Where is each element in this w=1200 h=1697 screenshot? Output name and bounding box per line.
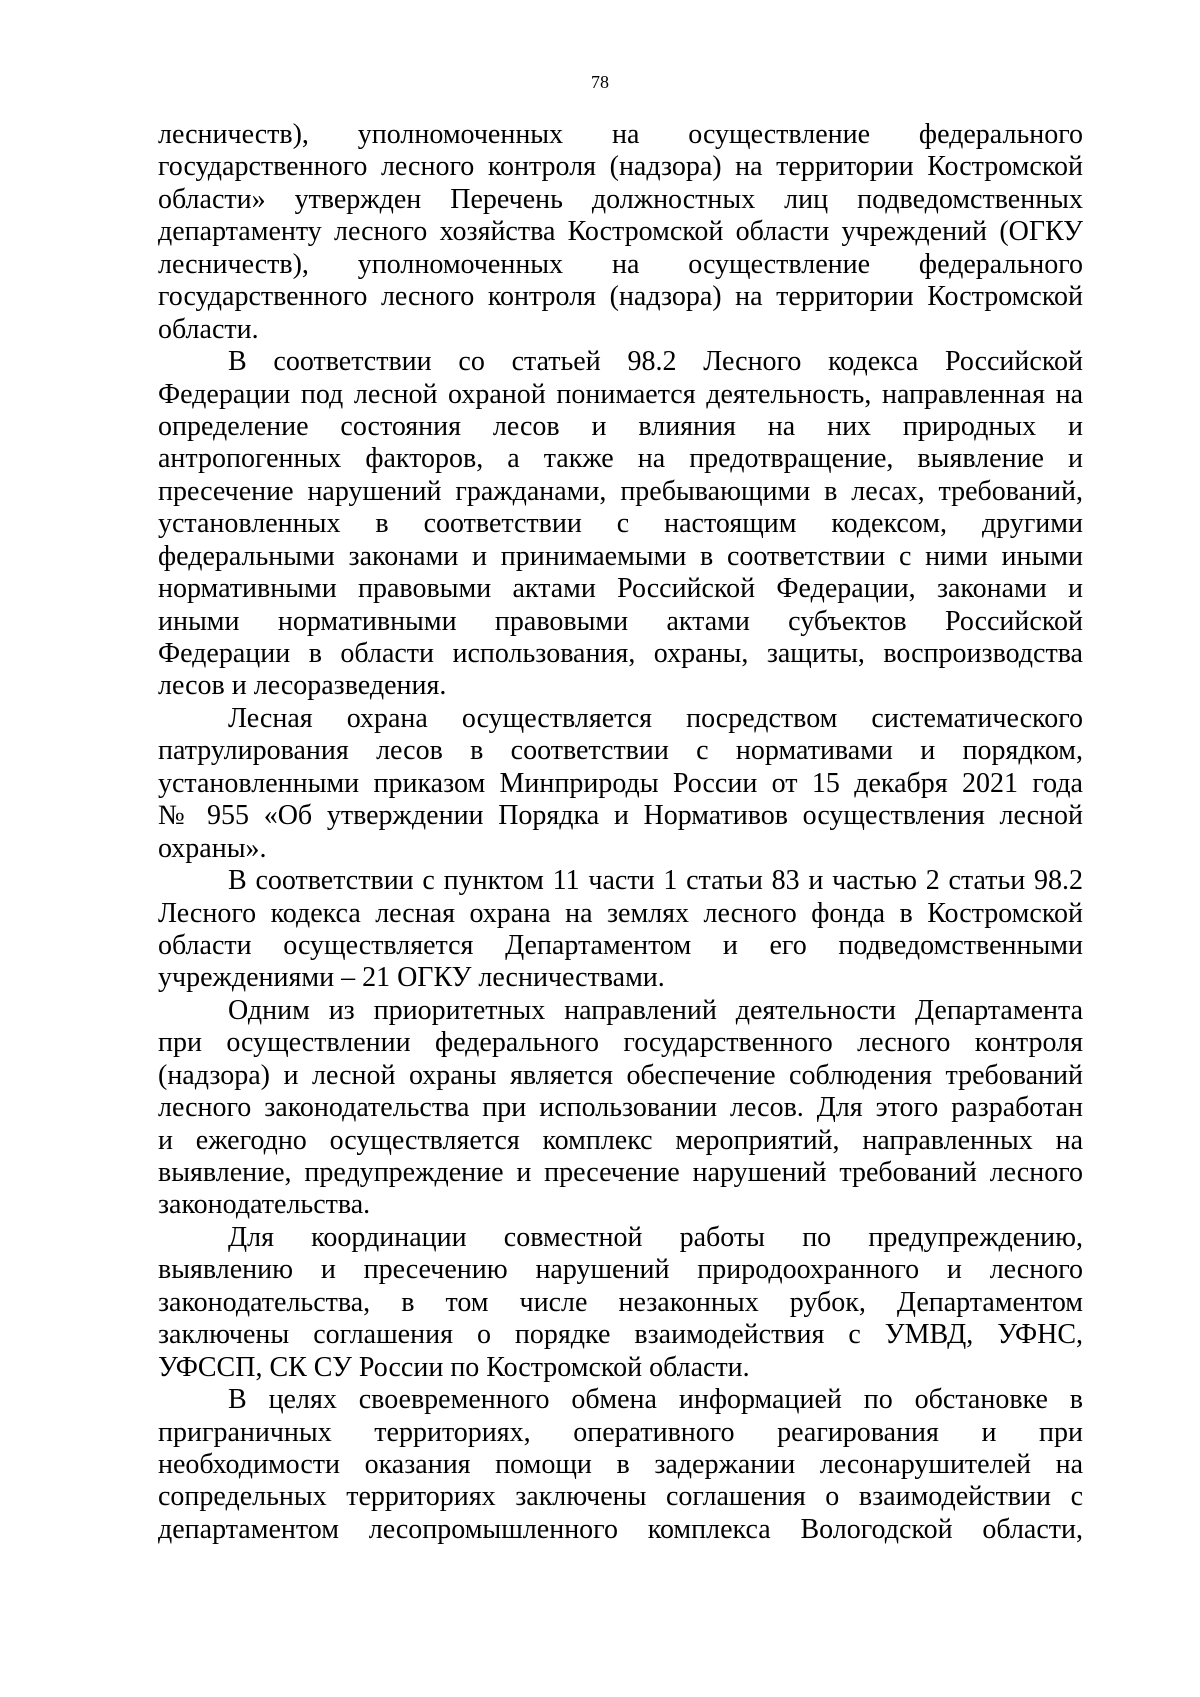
text-line: установленными приказом Минприроды России от 15 декабря 2021 года — [158, 767, 1083, 799]
text-line: области осуществляется Департаментом и его подведомственными — [158, 929, 1083, 961]
text-line: лесов и лесоразведения. — [158, 670, 447, 702]
text-line: Федерации под лесной охраной понимается деятельность, направленная на — [158, 378, 1083, 410]
text-line: антропогенных факторов, а также на предотвращение, выявление и — [158, 443, 1083, 475]
text-line: выявлению и пресечению нарушений природоохранного и лесного — [158, 1254, 1083, 1286]
text-line: федеральными законами и принимаемыми в соответствии с ними иными — [158, 540, 1083, 572]
paragraph-first-line: В соответствии с пунктом 11 части 1 статьи 83 и частью 2 статьи 98.2 — [228, 865, 1083, 897]
text-line: (надзора) и лесной охраны является обеспечение соблюдения требований — [158, 1059, 1083, 1091]
text-line: департаменту лесного хозяйства Костромской области учреждений (ОГКУ — [158, 216, 1083, 248]
text-line: области» утвержден Перечень должностных лиц подведомственных — [158, 183, 1083, 215]
text-line: сопредельных территориях заключены соглашения о взаимодействии с — [158, 1481, 1083, 1513]
text-line: лесного законодательства при использовании лесов. Для этого разработан — [158, 1092, 1083, 1124]
text-line: Федерации в области использования, охраны, защиты, воспроизводства — [158, 638, 1083, 669]
page-number: 78 — [591, 72, 609, 92]
text-line: пресечение нарушений гражданами, пребывающими в лесах, требований, — [158, 475, 1083, 507]
text-line: лесничеств), уполномоченных на осуществление федерального — [158, 119, 1083, 150]
text-line: иными нормативными правовыми актами субъектов Российской — [158, 605, 1083, 637]
text-line: законодательства. — [158, 1189, 371, 1221]
text-line: заключены соглашения о порядке взаимодействия с УМВД, УФНС, — [158, 1319, 1083, 1351]
text-line: и ежегодно осуществляется комплекс мероприятий, направленных на — [158, 1124, 1083, 1156]
text-line: охраны». — [158, 832, 267, 864]
text-line: приграничных территориях, оперативного реагирования и при — [158, 1416, 1083, 1448]
text-line: государственного лесного контроля (надзора) на территории Костромской — [158, 151, 1083, 183]
body-text — [158, 119, 1083, 1546]
text-line: патрулирования лесов в соответствии с нормативами и порядком, — [158, 735, 1083, 767]
paragraph-first-line: Лесная охрана осуществляется посредством систематического — [228, 702, 1083, 734]
text-line: законодательства, в том числе незаконных рубок, Департаментом — [158, 1286, 1083, 1318]
text-line: государственного лесного контроля (надзора) на территории Костромской — [158, 281, 1083, 313]
text-line: лесничеств), уполномоченных на осуществление федерального — [158, 248, 1083, 280]
text-line: выявление, предупреждение и пресечение нарушений требований лесного — [158, 1157, 1083, 1188]
paragraph-first-line: Одним из приоритетных направлений деятельности Департамента — [228, 994, 1083, 1026]
text-line: департаментом лесопромышленного комплекса Вологодской области, — [158, 1513, 1083, 1545]
paragraph-first-line: Для координации совместной работы по предупреждению, — [228, 1221, 1083, 1253]
text-line: области. — [158, 313, 259, 345]
text-line: установленных в соответствии с настоящим кодексом, другими — [158, 508, 1083, 540]
text-line: Лесного кодекса лесная охрана на землях лесного фонда в Костромской — [158, 897, 1083, 929]
text-line: необходимости оказания помощи в задержании лесонарушителей на — [158, 1448, 1083, 1480]
paragraph-first-line: В целях своевременного обмена информацией по обстановке в — [228, 1384, 1083, 1416]
text-line: нормативными правовыми актами Российской Федерации, законами и — [158, 573, 1083, 605]
text-line: УФССП, СК СУ России по Костромской области. — [158, 1351, 750, 1383]
text-line: № 955 «Об утверждении Порядка и Нормативов осуществления лесной — [158, 800, 1083, 832]
text-line: при осуществлении федерального государственного лесного контроля — [158, 1027, 1083, 1059]
text-line: определение состояния лесов и влияния на них природных и — [158, 410, 1083, 442]
text-line: учреждениями – 21 ОГКУ лесничествами. — [158, 962, 665, 994]
paragraph-first-line: В соответствии со статьей 98.2 Лесного кодекса Российской — [228, 346, 1083, 378]
